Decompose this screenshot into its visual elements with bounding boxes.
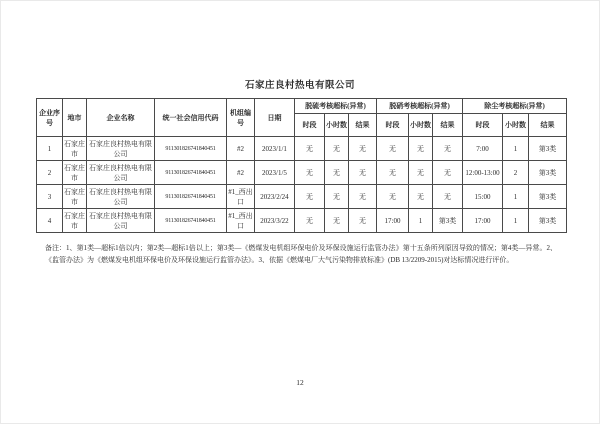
page-title: 石家庄良村热电有限公司 [244, 81, 355, 91]
table-cell: 无 [377, 185, 409, 209]
table-cell: 2023/1/5 [255, 161, 295, 185]
table-cell: 911301826741840451 [155, 209, 227, 233]
table-row [37, 185, 567, 209]
table-row [37, 137, 567, 161]
table-cell: 无 [295, 185, 325, 209]
table-cell: 无 [377, 137, 409, 161]
sub-header-period: 时段 [377, 114, 409, 137]
table-cell: 7:00 [463, 137, 503, 161]
sub-header-period: 时段 [295, 114, 325, 137]
table-cell: 石家庄良村热电有限公司 [87, 137, 155, 161]
sub-header-result: 结果 [433, 114, 463, 137]
table-cell: 石家庄良村热电有限公司 [87, 161, 155, 185]
table-cell: 第3类 [529, 137, 567, 161]
table-cell: 2 [503, 161, 529, 185]
table-cell: 无 [377, 161, 409, 185]
table-cell: 无 [409, 185, 433, 209]
table-cell: 无 [295, 161, 325, 185]
table-cell: 无 [325, 161, 349, 185]
table-cell: 无 [295, 209, 325, 233]
table-cell: #2 [227, 137, 255, 161]
table-cell: 石家庄市 [63, 137, 87, 161]
col-header-credit-code: 统一社会信用代码 [155, 99, 227, 137]
table-cell: 2023/2/24 [255, 185, 295, 209]
table-cell: 无 [349, 185, 377, 209]
sub-header-result: 结果 [529, 114, 567, 137]
sub-header-hours: 小时数 [325, 114, 349, 137]
table-cell: 1 [503, 209, 529, 233]
table-cell: 无 [349, 137, 377, 161]
table-cell: 无 [349, 161, 377, 185]
col-header-date: 日期 [255, 99, 295, 137]
table-cell: 2023/3/22 [255, 209, 295, 233]
table-body [37, 137, 567, 233]
col-header-enterprise-name: 企业名称 [87, 99, 155, 137]
col-header-unit-no: 机组编号 [227, 99, 255, 137]
table-cell: 15:00 [463, 185, 503, 209]
table-cell: 石家庄市 [63, 185, 87, 209]
assessment-table [36, 98, 567, 233]
table-cell: #1_西出口 [227, 209, 255, 233]
table-cell: 12:00-13:00 [463, 161, 503, 185]
table-cell: 1 [37, 137, 63, 161]
table-cell: 无 [433, 161, 463, 185]
table-cell: 第3类 [529, 185, 567, 209]
table-cell: 17:00 [377, 209, 409, 233]
table-cell: 无 [325, 209, 349, 233]
page-number: 12 [296, 378, 304, 387]
table-cell: 2 [37, 161, 63, 185]
table-cell: 第3类 [433, 209, 463, 233]
table-header-row-groups [37, 99, 567, 114]
table-cell: 石家庄良村热电有限公司 [87, 185, 155, 209]
table-cell: 1 [503, 137, 529, 161]
table-cell: 17:00 [463, 209, 503, 233]
col-header-enterprise-no: 企业序号 [37, 99, 63, 137]
table-cell: #1_西出口 [227, 185, 255, 209]
table-cell: 石家庄良村热电有限公司 [87, 209, 155, 233]
table-cell: #2 [227, 161, 255, 185]
table-cell: 第3类 [529, 209, 567, 233]
group-header-denitration: 脱硝考核超标(异常) [377, 99, 463, 114]
table-row [37, 161, 567, 185]
table-cell: 石家庄市 [63, 161, 87, 185]
table-cell: 911301826741840451 [155, 137, 227, 161]
table-cell: 2023/1/1 [255, 137, 295, 161]
table-cell: 911301826741840451 [155, 185, 227, 209]
sub-header-hours: 小时数 [503, 114, 529, 137]
col-header-city: 地市 [63, 99, 87, 137]
sub-header-result: 结果 [349, 114, 377, 137]
table-cell: 1 [503, 185, 529, 209]
table-cell: 4 [37, 209, 63, 233]
table-cell: 石家庄市 [63, 209, 87, 233]
sub-header-period: 时段 [463, 114, 503, 137]
table-cell: 无 [325, 137, 349, 161]
table-cell: 无 [295, 137, 325, 161]
table-cell: 911301826741840451 [155, 161, 227, 185]
table-cell: 无 [433, 137, 463, 161]
group-header-desulfurization: 脱硫考核超标(异常) [295, 99, 377, 114]
table-cell: 无 [409, 137, 433, 161]
table-cell: 1 [409, 209, 433, 233]
table-row [37, 209, 567, 233]
sub-header-hours: 小时数 [409, 114, 433, 137]
table-cell: 无 [433, 185, 463, 209]
table-cell: 无 [325, 185, 349, 209]
table-cell: 3 [37, 185, 63, 209]
table-cell: 无 [409, 161, 433, 185]
table-cell: 第3类 [529, 161, 567, 185]
group-header-dust-removal: 除尘考核超标(异常) [463, 99, 567, 114]
footnote: 备注：1、第1类—超标1倍以内；第2类—超标1倍以上；第3类—《燃煤发电机组环保电价及环保设施运行监管办法》第十五条所列原因导致的情况；第4类—异常。2、《监管办法》为《燃煤发电机组环保电价及环保设施运行监管办法》。3、依据《燃煤电厂大气污染物排放标准》(DB 13/2209-2015)对达标情况进行评价。 [45, 244, 557, 264]
table-cell: 无 [349, 209, 377, 233]
